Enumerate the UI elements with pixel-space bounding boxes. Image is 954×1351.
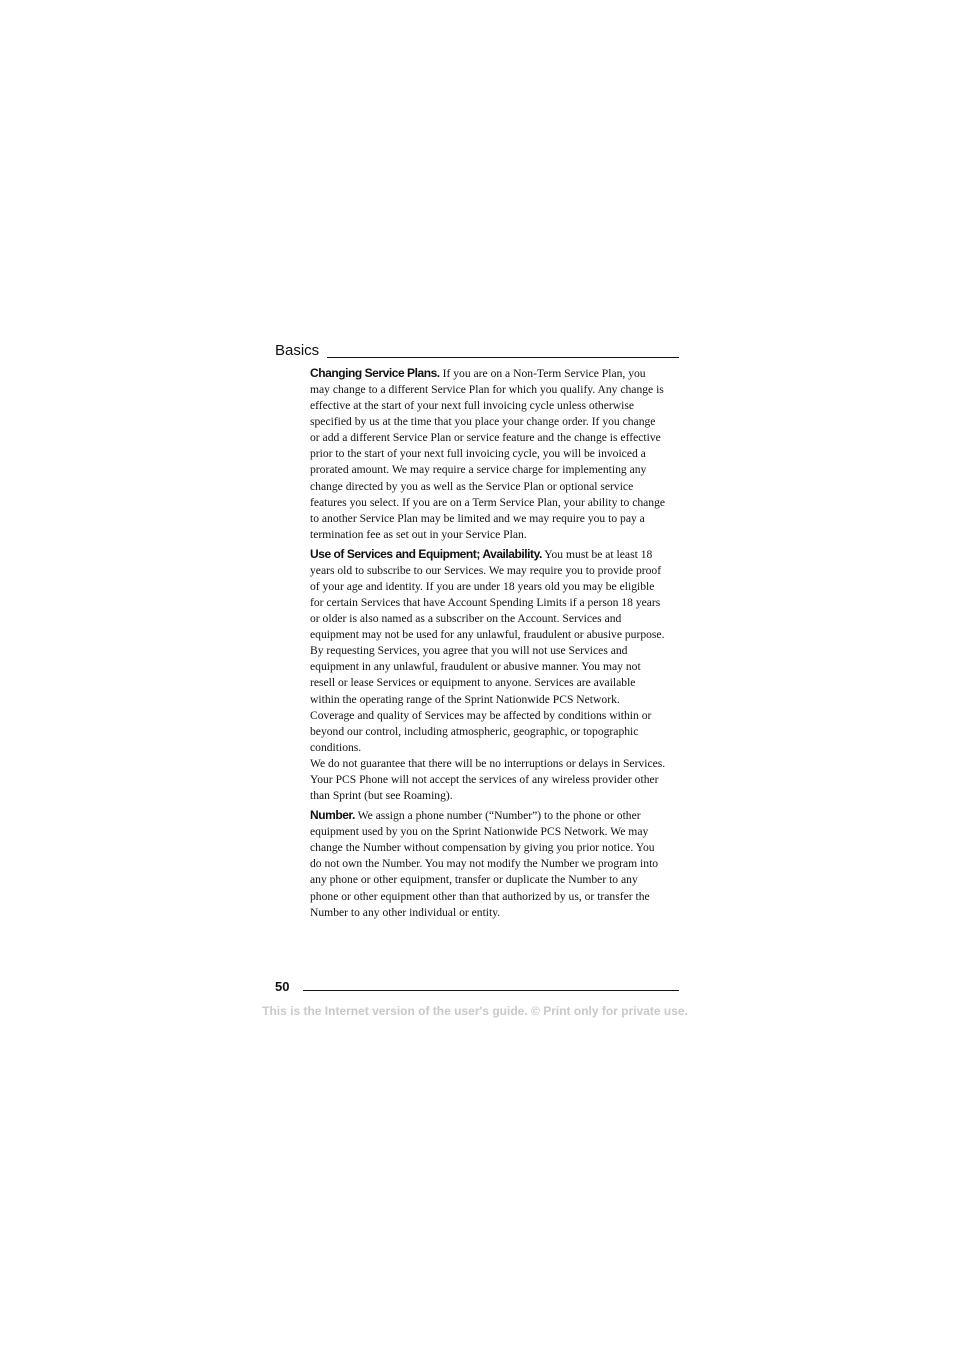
section-title: Basics <box>275 342 320 359</box>
page-content <box>310 365 666 924</box>
page-footer <box>275 977 679 997</box>
paragraph-heading: Changing Service Plans. <box>310 366 440 380</box>
paragraph-heading: Number. <box>310 808 355 823</box>
paragraph-body: We assign a phone number (“Number”) to the phone or other equipment used by you on the Sprint Nationwide PCS Network. We may change the Number without compensation by giving you prior notice. You do not own the Number. You may not modify the Number we program into any phone or other equipment, transfer or duplicate the Number to any phone or other equipment other than that authorized by us, or transfer the Number to any other individual or entity. <box>310 809 659 919</box>
page-number: 50 <box>275 979 290 994</box>
page-header <box>275 341 679 361</box>
paragraph-heading: Use of Services and Equipment; Availability. <box>310 546 542 561</box>
paragraph-body: You must be at least 18 years old to subscribe to our Services. We may require you to provide proof of your age and identity. If you are under 18 years old you may be eligible for certain Services that have Account Spending Limits if a person 18 years or older is also named as a subscriber on the Account. Services and equipment may not be used for any unlawful, fraudulent or abusive purpose. By requesting Services, you agree that you will not use Services and equipment in any unlawful, fraudulent or abusive manner. You may not resell or lease Services or equipment to anyone. Services are available within the operating range of the Sprint Nationwide PCS Network. Coverage and quality of Services may be affected by conditions within or beyond our control, including atmospheric, geographic, or topographic conditions. <box>310 547 665 754</box>
footer-rule <box>303 990 679 991</box>
paragraph-changing-service-plans <box>310 365 666 543</box>
paragraph-body: We do not guarantee that there will be no interruptions or delays in Services. Your PCS Phone will not accept the services of any wireless provider other than Sprint (but see Roaming). <box>310 756 666 803</box>
header-rule <box>327 357 679 358</box>
paragraph-use-of-services <box>310 546 666 756</box>
internet-version-notice: This is the Internet version of the user's guide. © Print only for private use. <box>262 1004 688 1018</box>
paragraph-number <box>310 807 666 921</box>
paragraph-body: If you are on a Non-Term Service Plan, you may change to a different Service Plan for which you qualify. Any change is effective at the start of your next full invoicing cycle unless otherwise specified by us at the time that you place your change order. If you change or add a different Service Plan or service feature and the change is effective prior to the start of your next full invoicing cycle, you will be invoiced a prorated amount. We may require a service charge for implementing any change directed by you as well as the Service Plan or optional service features you select. If you are on a Term Service Plan, your ability to change to another Service Plan may be limited and we may require you to pay a termination fee as set out in your Service Plan. <box>310 367 666 541</box>
paragraph-use-of-services-continued <box>310 756 666 804</box>
